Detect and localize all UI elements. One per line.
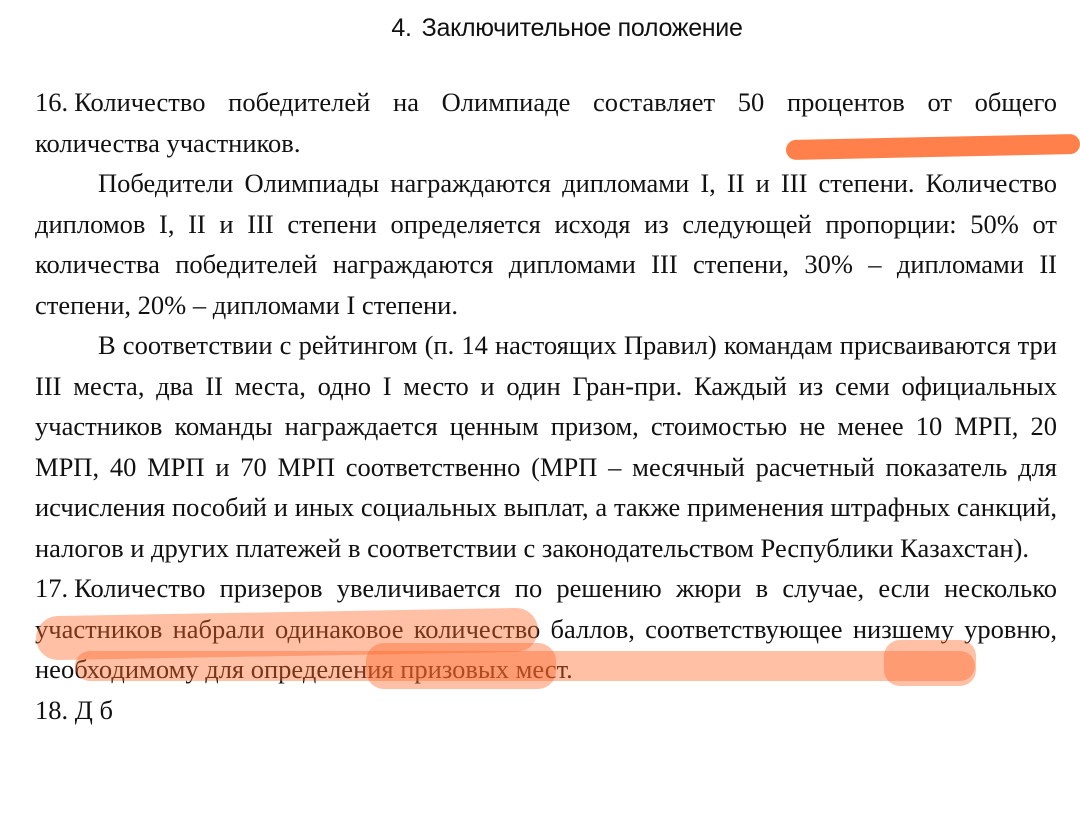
document-body bbox=[35, 82, 1057, 730]
section-heading bbox=[0, 14, 1080, 43]
paragraph-number: 17. bbox=[35, 573, 69, 603]
section-title: Заключительное положение bbox=[421, 14, 743, 42]
paragraph-diplomas: Победители Олимпиады награждаются дипломами I, II и III степени. Количество дипломов I, II и III степени определяется исходя из следующей пропорции: 50% от количества победителей награждаются дипломами III степени, 30% – дипломами II степени, 20% – дипломами I степени. bbox=[35, 168, 1057, 320]
paragraph-16 bbox=[35, 82, 1057, 163]
paragraph-number: 16. bbox=[35, 87, 69, 117]
section-number: 4. bbox=[391, 14, 412, 42]
paragraph-rating: В соответствии с рейтингом (п. 14 настоящих Правил) командам присваиваются три III места, два II места, одно I место и один Гран-при. Каждый из семи официальных участников команды награждается ценным призом, стоимостью не менее 10 МРП, 20 МРП, 40 МРП и 70 МРП соответственно (МРП – месячный расчетный показатель для исчисления пособий и иных социальных выплат, а также применения штрафных санкций, налогов и других платежей в соответствии с законодательством Республики Казахстан). bbox=[35, 330, 1057, 563]
paragraph-18-partial: 18. Д б bbox=[35, 694, 113, 725]
paragraph-text: Количество победителей на Олимпиаде составляет 50 процентов от общего количества участников. bbox=[35, 87, 1057, 158]
paragraph-text: Количество призеров увеличивается по решению жюри в случае, если несколько участников набрали одинаковое количество баллов, соответствующее низшему уровню, необходимому для определения призовых мест. bbox=[35, 573, 1057, 684]
paragraph-17 bbox=[35, 568, 1057, 690]
